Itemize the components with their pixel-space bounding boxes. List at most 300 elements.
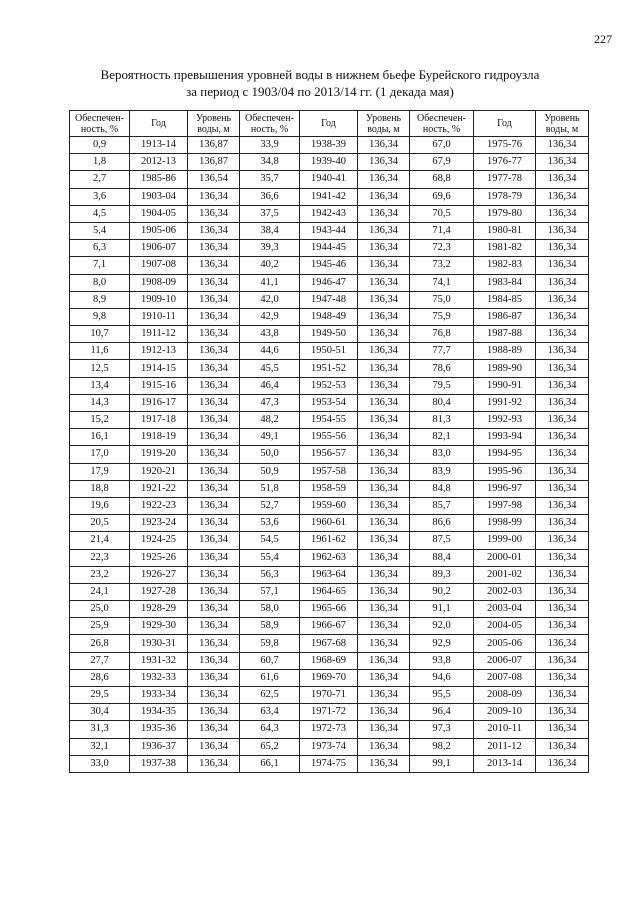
year-cell: 1946-47 [300,274,358,291]
probability-cell: 86,6 [410,515,474,532]
year-cell: 1924-25 [130,532,188,549]
year-cell: 1981-82 [474,240,536,257]
level-cell: 136,54 [188,171,240,188]
year-cell: 1960-61 [300,515,358,532]
level-cell: 136,34 [188,205,240,222]
level-cell: 136,34 [536,687,589,704]
probability-cell: 39,3 [240,240,300,257]
year-cell: 1949-50 [300,326,358,343]
level-cell: 136,34 [536,566,589,583]
probability-cell: 96,4 [410,704,474,721]
year-cell: 1980-81 [474,222,536,239]
probability-cell: 34,8 [240,154,300,171]
probability-cell: 17,9 [70,463,130,480]
probability-cell: 51,8 [240,480,300,497]
level-cell: 136,34 [188,326,240,343]
level-cell: 136,34 [188,566,240,583]
year-cell: 1921-22 [130,480,188,497]
level-cell: 136,34 [188,412,240,429]
year-cell: 1987-88 [474,326,536,343]
year-cell: 1908-09 [130,274,188,291]
level-cell: 136,34 [358,601,410,618]
probability-cell: 91,1 [410,601,474,618]
level-cell: 136,34 [536,515,589,532]
probability-cell: 63,4 [240,704,300,721]
probability-cell: 13,4 [70,377,130,394]
level-cell: 136,34 [358,360,410,377]
table-row [70,532,589,549]
table-row [70,618,589,635]
level-cell: 136,34 [536,618,589,635]
probability-cell: 87,5 [410,532,474,549]
year-cell: 1994-95 [474,446,536,463]
year-cell: 1932-33 [130,669,188,686]
level-cell: 136,87 [188,154,240,171]
probability-cell: 6,3 [70,240,130,257]
year-cell: 1971-72 [300,704,358,721]
year-cell: 1950-51 [300,343,358,360]
year-cell: 1972-73 [300,721,358,738]
probability-cell: 36,6 [240,188,300,205]
table-row [70,429,589,446]
year-cell: 1948-49 [300,308,358,325]
level-cell: 136,34 [358,463,410,480]
level-cell: 136,34 [188,618,240,635]
level-cell: 136,34 [536,463,589,480]
table-row [70,463,589,480]
probability-cell: 33,0 [70,755,130,772]
probability-cell: 4,5 [70,205,130,222]
page-number: 227 [594,32,612,46]
probability-cell: 19,6 [70,497,130,514]
level-cell: 136,34 [188,687,240,704]
year-cell: 2011-12 [474,738,536,755]
level-cell: 136,34 [536,635,589,652]
level-cell: 136,34 [536,412,589,429]
year-cell: 1912-13 [130,343,188,360]
table-row [70,704,589,721]
year-cell: 1911-12 [130,326,188,343]
level-cell: 136,34 [188,704,240,721]
year-cell: 1958-59 [300,480,358,497]
level-cell: 136,34 [536,154,589,171]
year-cell: 1933-34 [130,687,188,704]
table-row [70,343,589,360]
table-row [70,240,589,257]
probability-cell: 0,9 [70,137,130,154]
table-row [70,222,589,239]
probability-cell: 25,0 [70,601,130,618]
probability-cell: 50,0 [240,446,300,463]
probability-cell: 42,0 [240,291,300,308]
year-cell: 1993-94 [474,429,536,446]
header-year-1: Год [130,111,188,137]
year-cell: 1976-77 [474,154,536,171]
level-cell: 136,34 [188,429,240,446]
year-cell: 1998-99 [474,515,536,532]
level-cell: 136,34 [536,738,589,755]
level-cell: 136,34 [188,601,240,618]
year-cell: 1907-08 [130,257,188,274]
header-probability-3: Обеспечен-ность, % [410,111,474,137]
probability-cell: 55,4 [240,549,300,566]
probability-cell: 5,4 [70,222,130,239]
probability-cell: 82,1 [410,429,474,446]
probability-cell: 85,7 [410,497,474,514]
table-row [70,566,589,583]
probability-cell: 66,1 [240,755,300,772]
year-cell: 1963-64 [300,566,358,583]
level-cell: 136,34 [536,171,589,188]
level-cell: 136,34 [536,704,589,721]
document-title [60,66,580,100]
level-cell: 136,34 [536,446,589,463]
probability-cell: 56,3 [240,566,300,583]
level-cell: 136,34 [358,652,410,669]
level-cell: 136,34 [358,257,410,274]
probability-cell: 58,0 [240,601,300,618]
level-cell: 136,34 [536,326,589,343]
probability-cell: 83,9 [410,463,474,480]
year-cell: 1975-76 [474,137,536,154]
level-cell: 136,34 [358,721,410,738]
year-cell: 1938-39 [300,137,358,154]
level-cell: 136,34 [188,291,240,308]
year-cell: 1909-10 [130,291,188,308]
probability-cell: 80,4 [410,394,474,411]
year-cell: 2003-04 [474,601,536,618]
year-cell: 1919-20 [130,446,188,463]
level-cell: 136,34 [188,635,240,652]
level-cell: 136,34 [536,549,589,566]
level-cell: 136,34 [188,652,240,669]
probability-cell: 78,6 [410,360,474,377]
level-cell: 136,34 [188,343,240,360]
probability-cell: 75,0 [410,291,474,308]
level-cell: 136,34 [536,721,589,738]
level-cell: 136,34 [536,652,589,669]
probability-cell: 38,4 [240,222,300,239]
level-cell: 136,34 [358,308,410,325]
level-cell: 136,34 [358,618,410,635]
level-cell: 136,34 [536,240,589,257]
table-row [70,669,589,686]
probability-cell: 73,2 [410,257,474,274]
level-cell: 136,34 [536,497,589,514]
level-cell: 136,34 [536,274,589,291]
probability-cell: 45,5 [240,360,300,377]
probability-cell: 25,9 [70,618,130,635]
year-cell: 1968-69 [300,652,358,669]
level-cell: 136,34 [358,154,410,171]
probability-cell: 14,3 [70,394,130,411]
level-cell: 136,87 [188,137,240,154]
year-cell: 1985-86 [130,171,188,188]
table-row [70,188,589,205]
table-row [70,137,589,154]
probability-cell: 20,5 [70,515,130,532]
probability-cell: 83,0 [410,446,474,463]
year-cell: 2008-09 [474,687,536,704]
level-cell: 136,34 [358,497,410,514]
level-cell: 136,34 [536,601,589,618]
level-cell: 136,34 [536,532,589,549]
probability-cell: 11,6 [70,343,130,360]
year-cell: 1917-18 [130,412,188,429]
probability-cell: 10,7 [70,326,130,343]
level-cell: 136,34 [536,377,589,394]
level-cell: 136,34 [188,721,240,738]
level-cell: 136,34 [188,257,240,274]
probability-cell: 54,5 [240,532,300,549]
title-line-1: Вероятность превышения уровней воды в нижнем бьефе Бурейского гидроузла [100,67,540,82]
table-row [70,652,589,669]
level-cell: 136,34 [536,669,589,686]
table-row [70,326,589,343]
level-cell: 136,34 [358,205,410,222]
level-cell: 136,34 [358,137,410,154]
level-cell: 136,34 [536,394,589,411]
level-cell: 136,34 [188,669,240,686]
probability-cell: 43,8 [240,326,300,343]
level-cell: 136,34 [536,291,589,308]
year-cell: 1920-21 [130,463,188,480]
probability-cell: 72,3 [410,240,474,257]
year-cell: 1954-55 [300,412,358,429]
level-cell: 136,34 [358,704,410,721]
year-cell: 1997-98 [474,497,536,514]
year-cell: 1947-48 [300,291,358,308]
year-cell: 1931-32 [130,652,188,669]
probability-cell: 35,7 [240,171,300,188]
probability-cell: 60,7 [240,652,300,669]
level-cell: 136,34 [188,549,240,566]
level-cell: 136,34 [358,566,410,583]
probability-cell: 67,9 [410,154,474,171]
level-cell: 136,34 [536,308,589,325]
level-cell: 136,34 [358,171,410,188]
year-cell: 1910-11 [130,308,188,325]
year-cell: 1953-54 [300,394,358,411]
level-cell: 136,34 [358,446,410,463]
level-cell: 136,34 [358,738,410,755]
year-cell: 1923-24 [130,515,188,532]
year-cell: 1973-74 [300,738,358,755]
level-cell: 136,34 [358,635,410,652]
year-cell: 2000-01 [474,549,536,566]
probability-cell: 65,2 [240,738,300,755]
year-cell: 2002-03 [474,583,536,600]
level-cell: 136,34 [358,343,410,360]
year-cell: 1930-31 [130,635,188,652]
year-cell: 1995-96 [474,463,536,480]
level-cell: 136,34 [358,188,410,205]
probability-cell: 90,2 [410,583,474,600]
year-cell: 1940-41 [300,171,358,188]
probability-cell: 76,8 [410,326,474,343]
table-row [70,549,589,566]
year-cell: 1959-60 [300,497,358,514]
probability-cell: 27,7 [70,652,130,669]
year-cell: 1935-36 [130,721,188,738]
year-cell: 1943-44 [300,222,358,239]
year-cell: 1925-26 [130,549,188,566]
probability-cell: 48,2 [240,412,300,429]
table-row [70,377,589,394]
probability-cell: 9,8 [70,308,130,325]
level-cell: 136,34 [358,515,410,532]
table-row [70,755,589,772]
level-cell: 136,34 [188,274,240,291]
level-cell: 136,34 [536,137,589,154]
table-row [70,171,589,188]
year-cell: 2001-02 [474,566,536,583]
probability-cell: 75,9 [410,308,474,325]
year-cell: 2006-07 [474,652,536,669]
probability-cell: 41,1 [240,274,300,291]
year-cell: 1966-67 [300,618,358,635]
table-row [70,583,589,600]
probability-cell: 71,4 [410,222,474,239]
level-cell: 136,34 [188,188,240,205]
level-cell: 136,34 [188,240,240,257]
year-cell: 1951-52 [300,360,358,377]
probability-cell: 70,5 [410,205,474,222]
year-cell: 2013-14 [474,755,536,772]
year-cell: 1962-63 [300,549,358,566]
probability-cell: 23,2 [70,566,130,583]
probability-cell: 42,9 [240,308,300,325]
level-cell: 136,34 [188,463,240,480]
header-level-3: Уровень воды, м [536,111,589,137]
probability-cell: 98,2 [410,738,474,755]
probability-cell: 67,0 [410,137,474,154]
probability-cell: 33,9 [240,137,300,154]
year-cell: 1941-42 [300,188,358,205]
level-cell: 136,34 [358,291,410,308]
table-row [70,274,589,291]
table-row [70,738,589,755]
year-cell: 1977-78 [474,171,536,188]
level-cell: 136,34 [536,429,589,446]
probability-cell: 74,1 [410,274,474,291]
probability-cell: 12,5 [70,360,130,377]
table-row [70,635,589,652]
table-body [70,137,589,773]
year-cell: 1961-62 [300,532,358,549]
table-row [70,412,589,429]
probability-cell: 16,1 [70,429,130,446]
probability-cell: 29,5 [70,687,130,704]
level-cell: 136,34 [188,755,240,772]
year-cell: 2005-06 [474,635,536,652]
header-probability-1: Обеспечен-ность, % [70,111,130,137]
year-cell: 1984-85 [474,291,536,308]
level-cell: 136,34 [358,222,410,239]
probability-cell: 59,8 [240,635,300,652]
level-cell: 136,34 [188,532,240,549]
year-cell: 1918-19 [130,429,188,446]
year-cell: 1945-46 [300,257,358,274]
table-row [70,205,589,222]
year-cell: 1934-35 [130,704,188,721]
year-cell: 1939-40 [300,154,358,171]
year-cell: 2009-10 [474,704,536,721]
probability-cell: 40,2 [240,257,300,274]
header-probability-2: Обеспечен-ность, % [240,111,300,137]
probability-cell: 84,8 [410,480,474,497]
year-cell: 1927-28 [130,583,188,600]
probability-cell: 89,3 [410,566,474,583]
year-cell: 1944-45 [300,240,358,257]
probability-cell: 37,5 [240,205,300,222]
probability-cell: 2,7 [70,171,130,188]
level-cell: 136,34 [536,360,589,377]
year-cell: 1955-56 [300,429,358,446]
table-row [70,394,589,411]
year-cell: 1905-06 [130,222,188,239]
level-cell: 136,34 [536,343,589,360]
year-cell: 1906-07 [130,240,188,257]
level-cell: 136,34 [188,394,240,411]
probability-cell: 18,8 [70,480,130,497]
probability-cell: 97,3 [410,721,474,738]
probability-cell: 69,6 [410,188,474,205]
header-year-2: Год [300,111,358,137]
year-cell: 1991-92 [474,394,536,411]
year-cell: 1913-14 [130,137,188,154]
level-cell: 136,34 [188,497,240,514]
level-cell: 136,34 [188,446,240,463]
year-cell: 1957-58 [300,463,358,480]
probability-cell: 8,9 [70,291,130,308]
level-cell: 136,34 [536,583,589,600]
year-cell: 1914-15 [130,360,188,377]
level-cell: 136,34 [188,308,240,325]
probability-cell: 50,9 [240,463,300,480]
table-row [70,291,589,308]
table-row [70,687,589,704]
probability-cell: 26,8 [70,635,130,652]
level-cell: 136,34 [358,687,410,704]
probability-cell: 92,9 [410,635,474,652]
level-cell: 136,34 [536,480,589,497]
probability-cell: 47,3 [240,394,300,411]
year-cell: 1928-29 [130,601,188,618]
probability-table [69,110,589,773]
year-cell: 1992-93 [474,412,536,429]
header-level-1: Уровень воды, м [188,111,240,137]
probability-cell: 95,5 [410,687,474,704]
probability-cell: 21,4 [70,532,130,549]
probability-cell: 31,3 [70,721,130,738]
probability-cell: 62,5 [240,687,300,704]
probability-cell: 52,7 [240,497,300,514]
year-cell: 2004-05 [474,618,536,635]
probability-cell: 24,1 [70,583,130,600]
year-cell: 1915-16 [130,377,188,394]
year-cell: 1969-70 [300,669,358,686]
probability-cell: 88,4 [410,549,474,566]
header-level-2: Уровень воды, м [358,111,410,137]
table-row [70,601,589,618]
probability-cell: 44,6 [240,343,300,360]
year-cell: 1979-80 [474,205,536,222]
year-cell: 2012-13 [130,154,188,171]
year-cell: 1983-84 [474,274,536,291]
year-cell: 1956-57 [300,446,358,463]
year-cell: 1986-87 [474,308,536,325]
